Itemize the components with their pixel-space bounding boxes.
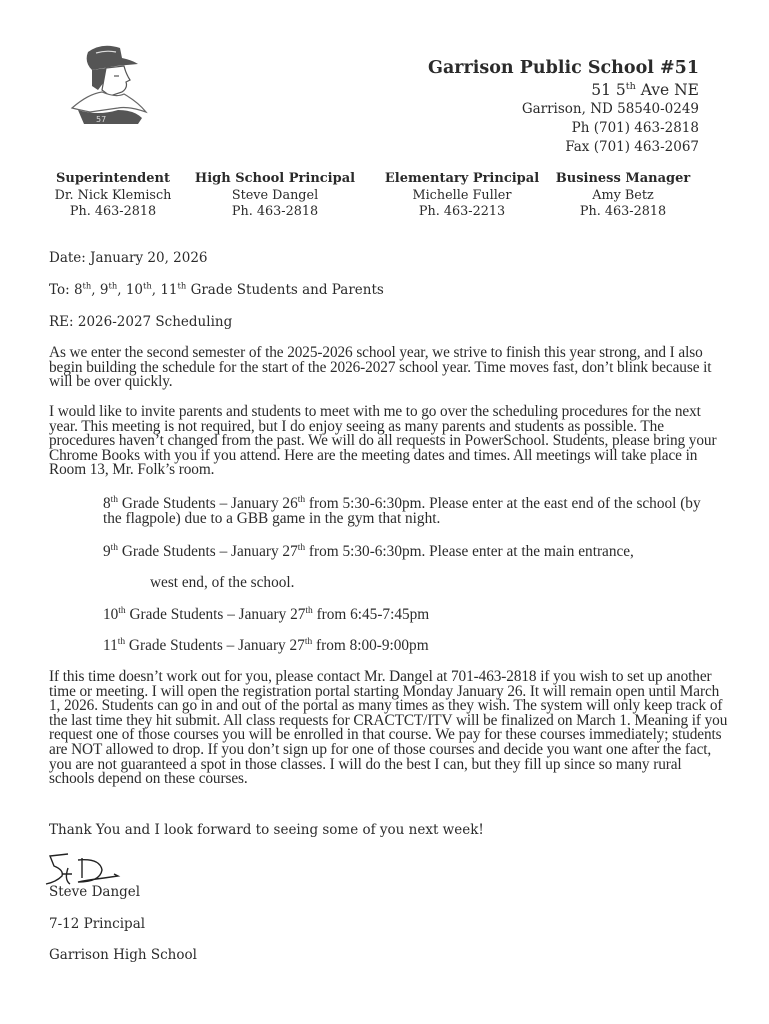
schedule-item-8th-grade <box>103 494 723 527</box>
staff-business-manager <box>553 171 693 221</box>
ordinal-suffix: th <box>177 280 187 291</box>
signer-name: Steve Dangel <box>49 884 141 900</box>
memo-subject: RE: 2026-2027 Scheduling <box>49 314 233 330</box>
ordinal-suffix: th <box>143 280 152 291</box>
staff-high-school-principal <box>194 171 356 221</box>
fax-number: Fax (701) 463-2067 <box>565 139 699 155</box>
closing-line: Thank You and I look forward to seeing some of you next week! <box>49 822 484 838</box>
schedule-item-10th-grade <box>103 605 723 623</box>
staff-role: Elementary Principal <box>384 171 540 186</box>
phone-number: Ph (701) 463-2818 <box>571 120 699 136</box>
ordinal-suffix: th <box>297 494 306 505</box>
cavalier-mascot-icon <box>58 36 158 126</box>
grade: 10 <box>103 606 119 623</box>
city-state-zip: Garrison, ND 58540-0249 <box>521 101 699 117</box>
street-number: 51 5 <box>591 81 626 99</box>
staff-role: Superintendent <box>56 171 170 186</box>
ordinal-suffix: th <box>110 494 119 505</box>
ordinal-suffix: th <box>625 80 636 92</box>
grade: 11 <box>160 282 178 298</box>
ordinal-suffix: th <box>118 605 126 616</box>
schedule-item-9th-grade <box>103 542 723 560</box>
schedule-label: Grade Students – January 26 <box>118 495 298 512</box>
memo-to: To: 8th, 9th, 10th, 11th Grade Students and Parents <box>49 280 384 298</box>
paragraph-registration: If this time doesn’t work out for you, please contact Mr. Dangel at 701-463-2818 if you wish to set up another time or meeting. I will open the registration portal starting Monday January 26. It will remain open until March 1, 2026. Students can go in and out of the portal as many times as they wish. The system will only keep track of the last time they hit submit. All class requests for CRACTCT/ITV will be finalized on March 1. Meaning if you request one of those courses you will be enrolled in that course. We pay for these courses immediately; students are NOT allowed to drop. If you don’t sign up for one of those courses and decide you want one after the fact, you are not guaranteed a spot in those classes. I will do the best I can, but they fill up since so many rural schools depend on these courses. <box>49 668 728 788</box>
staff-phone: Ph. 463-2213 <box>418 204 506 219</box>
staff-name: Amy Betz <box>592 187 654 203</box>
paragraph-invitation: I would like to invite parents and students to meet with me to go over the scheduling procedures for the next year. This meeting is not required, but I do enjoy seeing as many parents and students as possible. The procedures haven’t changed from the past. We will do all requests in PowerSchool. Students, please bring your Chrome Books with you if you attend. Here are the meeting dates and times. All meetings will take place in Room 13, Mr. Folk’s room. <box>49 403 717 479</box>
signature-mark <box>42 852 137 888</box>
letterhead-contact <box>428 56 699 157</box>
ordinal-suffix: th <box>82 280 92 291</box>
signer-school: Garrison High School <box>49 947 197 963</box>
ordinal-suffix: th <box>117 636 126 647</box>
schedule-details: from 6:45-7:45pm <box>312 606 430 623</box>
staff-phone: Ph. 463-2818 <box>69 204 157 219</box>
staff-name: Dr. Nick Klemisch <box>54 187 172 203</box>
staff-superintendent <box>52 171 174 221</box>
schedule-label: Grade Students – January 27 <box>118 543 298 560</box>
schedule-details: from 5:30-6:30pm. Please enter at the east end of the school (by the flagpole) due to a GBB game in the gym that night. <box>103 495 701 527</box>
staff-name: Michelle Fuller <box>412 187 512 203</box>
staff-name: Steve Dangel <box>231 187 319 203</box>
grade: 8 <box>103 495 111 512</box>
schedule-details: from 5:30-6:30pm. Please enter at the main entrance, <box>305 543 634 560</box>
school-name: Garrison Public School #51 <box>428 58 699 78</box>
to-label: To: <box>49 282 74 298</box>
ordinal-suffix: th <box>110 542 119 553</box>
staff-phone: Ph. 463-2818 <box>231 204 319 219</box>
grade: 10 <box>125 282 143 298</box>
schedule-label: Grade Students – January 27 <box>125 637 305 654</box>
grade: 8 <box>73 282 83 298</box>
memo-date: Date: January 20, 2026 <box>49 250 208 266</box>
grade: 11 <box>103 637 118 654</box>
ordinal-suffix: th <box>304 636 313 647</box>
staff-elementary-principal <box>382 171 542 221</box>
ordinal-suffix: th <box>305 605 313 616</box>
handwritten-signature-icon <box>42 852 137 888</box>
staff-phone: Ph. 463-2818 <box>579 204 667 219</box>
schedule-item-11th-grade <box>103 636 723 654</box>
signer-title: 7-12 Principal <box>49 916 146 932</box>
staff-role: High School Principal <box>194 171 356 186</box>
to-recipients: Grade Students and Parents <box>186 282 384 298</box>
grade: 9 <box>99 282 109 298</box>
schedule-label: Grade Students – January 27 <box>125 606 306 623</box>
school-logo-mascot <box>58 36 158 126</box>
svg-text:57: 57 <box>96 115 107 124</box>
schedule-item-9th-grade-continuation: west end, of the school. <box>150 574 295 591</box>
schedule-details: from 8:00-9:00pm <box>312 637 429 654</box>
street-name: Ave NE <box>635 81 699 99</box>
paragraph-intro: As we enter the second semester of the 2025-2026 school year, we strive to finish this year strong, and I also begin building the schedule for the start of the 2026-2027 school year. Time moves fast, don’t blink because it will be over quickly. <box>49 344 712 391</box>
grade: 9 <box>103 543 111 560</box>
street-address <box>428 80 699 100</box>
ordinal-suffix: th <box>297 542 306 553</box>
staff-role: Business Manager <box>555 171 691 186</box>
ordinal-suffix: th <box>108 280 118 291</box>
